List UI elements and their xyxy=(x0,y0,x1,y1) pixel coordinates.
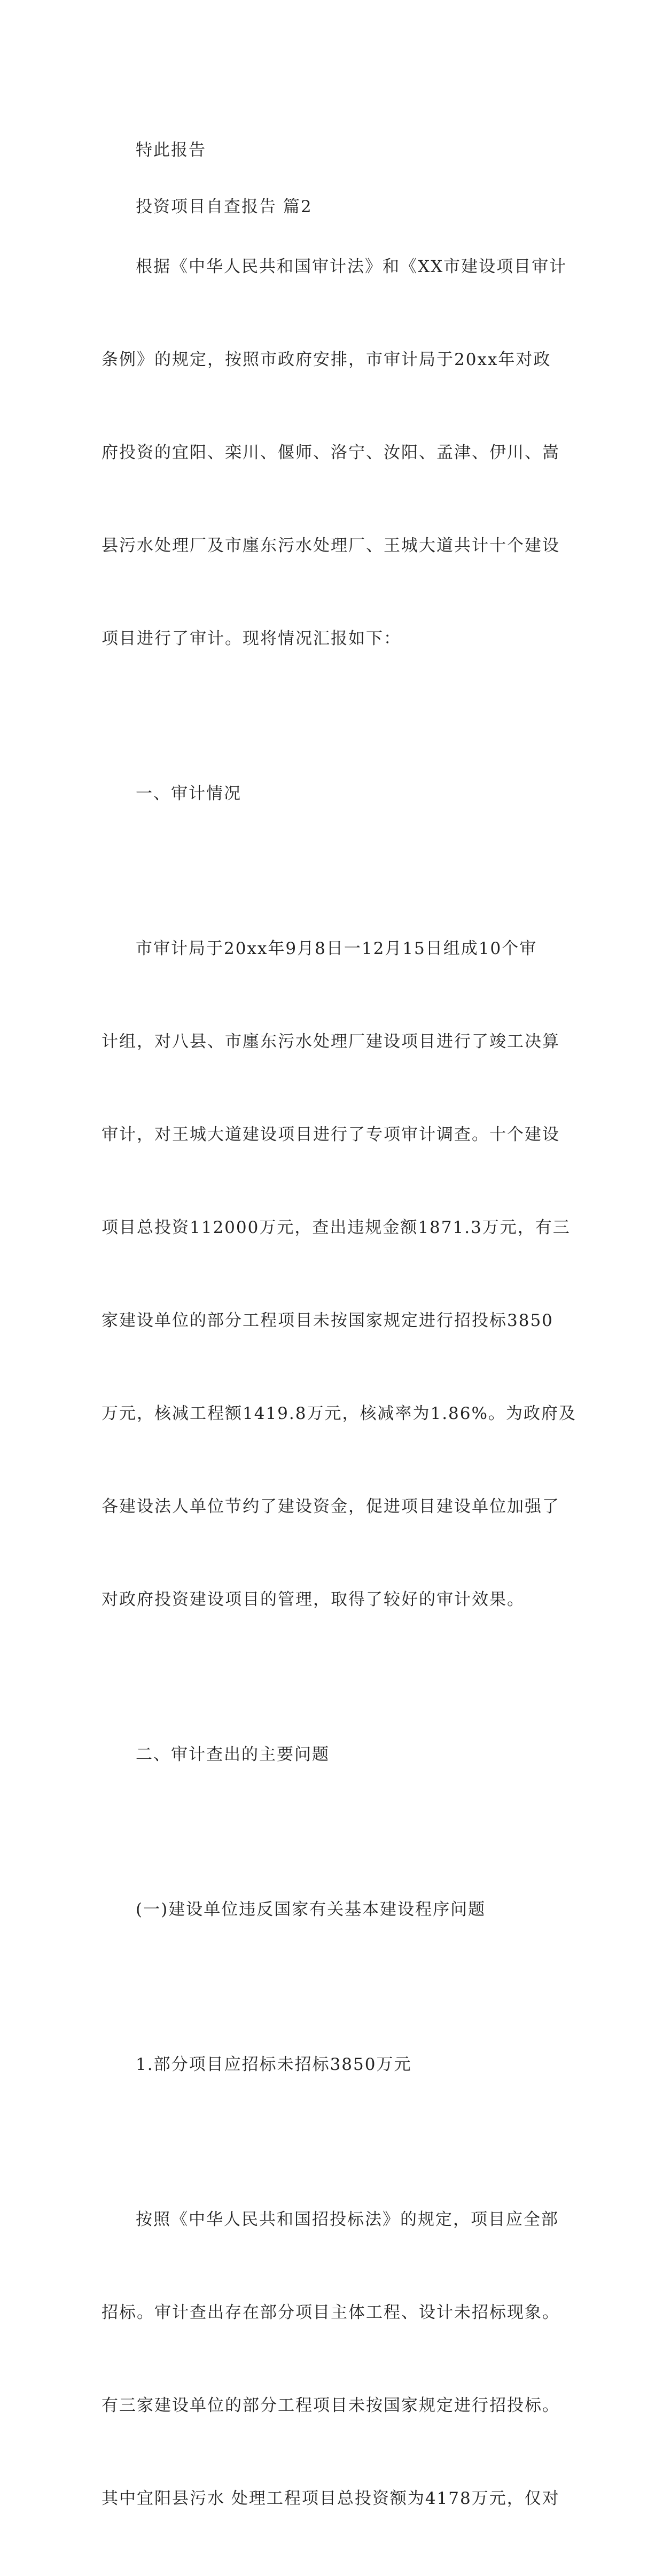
paragraph-line: 根据《中华人民共和国审计法》和《XX市建设项目审计 xyxy=(136,257,567,276)
closing-text: 特此报告 xyxy=(136,141,206,160)
paragraph-line: 审计，对王城大道建设项目进行了专项审计调查。十个建设 xyxy=(102,1125,560,1144)
paragraph-line: 各建设法人单位节约了建设资金，促进项目建设单位加强了 xyxy=(102,1497,560,1516)
paragraph-line: 市审计局于20xx年9月8日一12月15日组成10个审 xyxy=(136,939,537,958)
body-text xyxy=(102,158,576,2576)
paragraph-line: 有三家建设单位的部分工程项目未按国家规定进行招投标。 xyxy=(102,2396,560,2415)
paragraph-line: 招标。审计查出存在部分项目主体工程、设计未招标现象。 xyxy=(102,2303,560,2322)
paragraph-line: 府投资的宜阳、栾川、偃师、洛宁、汝阳、孟津、伊川、嵩 xyxy=(102,443,560,462)
paragraph-line: 家建设单位的部分工程项目未按国家规定进行招投标3850 xyxy=(102,1311,553,1330)
heading-main-issues: 二、审计查出的主要问题 xyxy=(136,1745,330,1764)
paragraph-line: 计组，对八县、市廛东污水处理厂建设项目进行了竣工决算 xyxy=(102,1032,560,1051)
paragraph-line: 万元，核减工程额1419.8万元，核减率为1.86%。为政府及 xyxy=(102,1404,576,1423)
paragraph-line: 项目进行了审计。现将情况汇报如下： xyxy=(102,629,401,648)
paragraph-line: 县污水处理厂及市廛东污水处理厂、王城大道共计十个建设 xyxy=(102,536,560,555)
paragraph-line: 项目总投资112000万元，查出违规金额1871.3万元，有三 xyxy=(102,1218,571,1237)
sub-heading-procedure-issues: (一)建设单位违反国家有关基本建设程序问题 xyxy=(136,1900,486,1919)
paragraph-line: 对政府投资建设项目的管理，取得了较好的审计效果。 xyxy=(102,1590,525,1609)
item-heading-bidding: 1.部分项目应招标未招标3850万元 xyxy=(136,2055,412,2074)
paragraph-line: 条例》的规定，按照市政府安排，市审计局于20xx年对政 xyxy=(102,350,551,369)
heading-audit-situation: 一、审计情况 xyxy=(136,784,241,803)
paragraph-line: 其中宜阳县污水 处理工程项目总投资额为4178万元，仅对 xyxy=(102,2489,560,2508)
paragraph-line: 按照《中华人民共和国招投标法》的规定，项目应全部 xyxy=(136,2210,559,2229)
section-title-text: 投资项目自查报告 篇2 xyxy=(136,197,313,216)
